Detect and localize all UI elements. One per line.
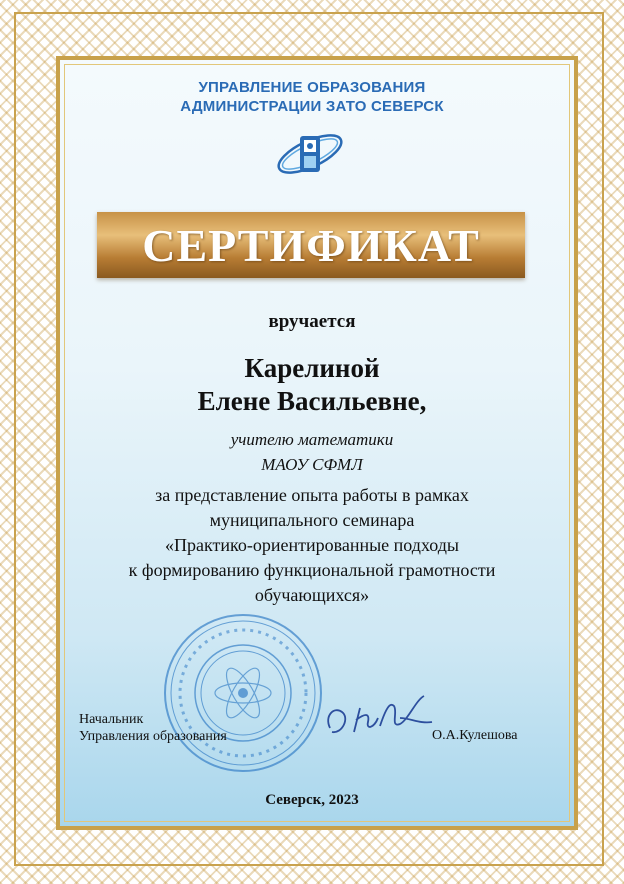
description-line: к формированию функциональной грамотности [128, 560, 496, 580]
recipient-given-names: Елене Васильевне, [197, 386, 427, 416]
official-stamp-icon [162, 612, 324, 774]
signatory-title [79, 711, 227, 745]
city-year: Северск, 2023 [265, 792, 359, 808]
title-banner [97, 212, 525, 278]
signatory-title-line-2: Управления образования [79, 729, 227, 744]
description-line: «Практико-ориентированные подходы [165, 535, 459, 555]
education-logo-icon [270, 118, 350, 188]
award-description [0, 483, 624, 608]
description-line: обучающихся» [254, 585, 370, 605]
awarded-label: вручается [268, 311, 356, 332]
signatory-title-line-1: Начальник [79, 712, 144, 727]
issuer-line-2: АДМИНИСТРАЦИИ ЗАТО СЕВЕРСК [180, 98, 444, 115]
recipient-role: учителю математики [230, 430, 394, 449]
issuer-header [0, 78, 624, 116]
certificate-title: СЕРТИФИКАТ [142, 219, 480, 271]
recipient-name [0, 352, 624, 418]
recipient-school: МАОУ СФМЛ [261, 455, 363, 474]
description-line: за представление опыта работы в рамках [155, 485, 469, 505]
recipient-position [0, 427, 624, 477]
signature-icon [320, 688, 440, 748]
signatory-name: О.А.Кулешова [432, 728, 518, 743]
recipient-surname: Карелиной [244, 353, 380, 383]
description-line: муниципального семинара [209, 510, 415, 530]
issuer-line-1: УПРАВЛЕНИЕ ОБРАЗОВАНИЯ [198, 79, 426, 96]
